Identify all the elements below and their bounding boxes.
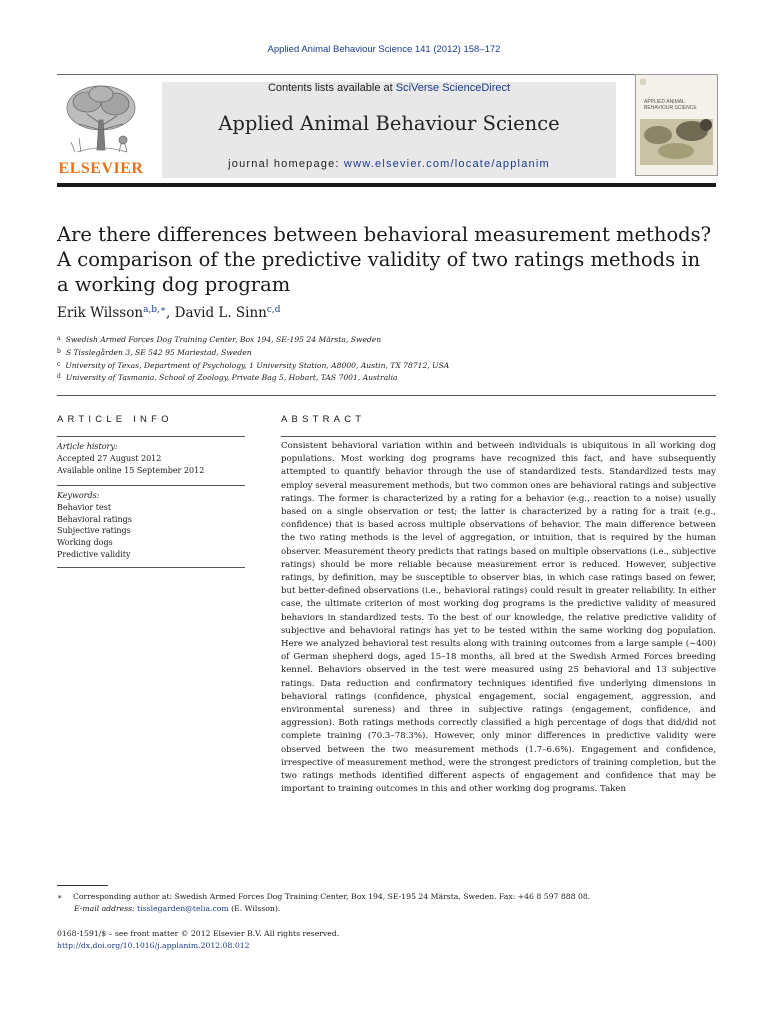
footnote-text: Corresponding author at: Swedish Armed Forces Dog Training Center, Box 194, SE-195 24 Märsta, Sweden. Fax: +46 8 597 888 08. [73,892,591,901]
affiliation-item [57,359,717,372]
publication-meta [57,928,717,952]
copyright-line: 0168-1591/$ – see front matter © 2012 Elsevier B.V. All rights reserved. [57,929,340,938]
keyword-item: Behavioral ratings [57,514,132,524]
doi-link[interactable]: http://dx.doi.org/10.1016/j.applanim.2012.08.012 [57,940,250,950]
affiliation-text: University of Tasmania, School of Zoology, Private Bag 5, Hobart, TAS 7001, Australia [65,373,398,383]
author-affiliation-marks[interactable]: a,b,∗ [143,305,167,315]
history-item: Accepted 27 August 2012 [57,453,162,463]
affiliation-item [57,371,717,384]
history-item: Available online 15 September 2012 [57,465,205,475]
email-suffix: (E. Wilsson). [228,903,281,913]
keywords-label: Keywords: [57,491,100,500]
journal-cover-thumbnail[interactable] [635,74,718,176]
footnote-rule [57,885,108,886]
corresponding-author-footnote [57,891,717,915]
abstract-heading: ABSTRACT [281,414,366,425]
article-history [57,441,245,476]
affiliation-mark: c [57,360,61,368]
affiliation-mark: d [57,373,61,381]
affiliation-mark: b [57,347,61,355]
author-name: Erik Wilsson [57,305,144,321]
affiliation-text: University of Texas, Department of Psychology, 1 University Station, A8000, Austin, TX 78712, USA [65,360,450,370]
journal-homepage-link[interactable]: www.elsevier.com/locate/applanim [343,158,550,170]
keyword-item: Subjective ratings [57,526,131,536]
abstract-rule [281,436,716,437]
keyword-list [57,490,245,561]
affiliation-list [57,333,717,384]
author-affiliation-marks[interactable]: c,d [266,305,281,315]
affiliation-mark: a [57,335,61,342]
contents-line [162,82,616,94]
footnote-star: ∗ [57,892,63,901]
article-info-heading: ARTICLE INFO [57,414,173,425]
author-email-link[interactable]: tisslegarden@telia.com [137,903,229,913]
section-divider [57,395,716,396]
header-top-rule [57,74,716,75]
cover-title: APPLIED ANIMAL BEHAVIOUR SCIENCE [644,99,697,111]
author-list [57,305,281,321]
article-info-rule [57,567,245,568]
history-label: Article history: [57,442,118,451]
keyword-item: Predictive validity [57,549,131,559]
author-separator: , [166,305,175,321]
affiliation-text: Swedish Armed Forces Dog Training Center, Box 194, SE-195 24 Märsta, Sweden [65,335,382,344]
article-info-rule [57,436,245,437]
abstract-text: Consistent behavioral variation within and between individuals is ubiquitous in all working dog populations. Most working dog programs have recognized this fact, and have subsequently attempted to quantify behavior through the use of standardized tests. Standardized tests may employ several measurement methods, but two common ones are behavioral ratings and subjective ratings. The former is characterized by a rating for a behavior (e.g., reaction to a noise) usually based on a single observation or test; the latter is characterized by a rating for a trait (e.g., confidence) that is based across multiple observations of behavior. The main difference between the two rating methods is the level of aggregation, or intuition, that is required by the human observer. Measurement theory predicts that ratings based on multiple observations (i.e., subjective ratings) should be more reliable because measurement error is reduced. However, subjective ratings, by definition, may be susceptible to observer bias, in which case ratings based on fewer, but better-defined observations (i.e., behavioral ratings) could result in greater reliability. In either case, the ultimate criterion of most working dog programs is the predictive validity of measured behaviors in standardized tests. To the best of our knowledge, the relative predictive validity of subjective and behavioral ratings has yet to be tested within the same working dog population. Here we analyzed behavioral test results along with training outcomes from a large sample (∼400) of German shepherd dogs, aged 15–18 months, all bred at the Swedish Armed Forces breeding kennel. Behaviors observed in the test were measured using 25 behavioral and 13 subjective ratings. Data reduction and confirmatory techniques identified five underlying dimensions in behavioral ratings (confidence, physical engagement, social engagement, aggression, and environmental sureness) and three in subjective ratings (engagement, confidence, and aggression). Both ratings methods correctly classified a high percentage of dogs that did/did not complete training (70.3–78.3%). However, only minor differences in predictive validity were observed between the two measurement methods (1.7–6.6%). Engagement and confidence, irrespective of measurement method, were the strongest predictors of training completion, but the two ratings methods identified different aspects of engagement and confidence that may be important to training outcomes in this and other working dog programs. Taken [281,441,716,795]
contents-prefix: Contents lists available at [267,82,396,94]
article-info-rule [57,485,245,486]
affiliation-item [57,333,717,346]
header-bottom-rule [57,183,716,187]
journal-title: Applied Animal Behaviour Science [218,112,560,135]
publisher-wordmark: ELSEVIER [58,160,144,177]
email-label: E-mail address: [74,903,135,913]
journal-citation[interactable]: Applied Animal Behaviour Science 141 (2012) 158–172 [267,44,501,55]
article-title: Are there differences between behavioral measurement methods? A comparison of the predictive validity of two ratings methods in a working dog program [57,223,712,296]
journal-cover-art-icon [636,75,717,175]
homepage-prefix: journal homepage: [228,158,344,170]
journal-homepage-line [162,158,616,170]
sciencedirect-link[interactable]: SciVerse ScienceDirect [395,82,511,94]
author-name: David L. Sinn [174,305,267,321]
keyword-item: Behavior test [57,502,112,512]
affiliation-text: S Tisslegården 3, SE 542 95 Mariestad, Sweden [65,347,252,357]
keyword-item: Working dogs [57,538,113,548]
affiliation-item [57,346,717,359]
